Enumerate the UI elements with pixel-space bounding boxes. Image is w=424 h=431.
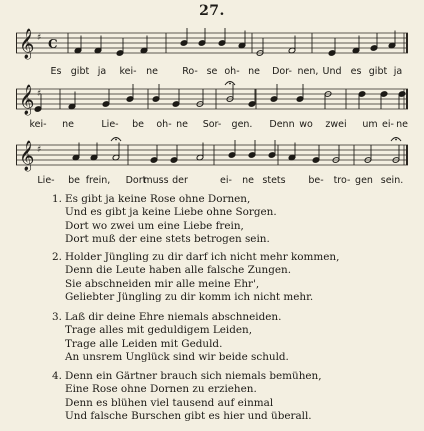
lyric-syllable: muss (143, 175, 169, 186)
lyric-syllable: Und (322, 66, 342, 77)
time-signature-icon: C (48, 37, 58, 51)
lyric-syllable: gen. (231, 119, 253, 130)
fermata-dot (229, 83, 231, 85)
verse-line: Denn die Leute haben alle falsche Zungen. (65, 264, 291, 277)
lyric-syllable: ei- (220, 175, 232, 186)
fermata-dot (395, 139, 397, 141)
treble-clef-icon: 𝄞 (19, 29, 35, 59)
verse-line: Geliebter Jüngling zu dir komm ich nicht mehr. (65, 290, 314, 303)
verse-line: Dort wo zwei um eine Liebe frein, (65, 219, 244, 232)
lyrics-row-1 (16, 66, 408, 80)
verse-line: An unsrem Unglück sind wir beide schuld. (65, 350, 289, 363)
sharp-icon: ♯ (37, 33, 42, 43)
lyric-syllable: be- (308, 175, 324, 186)
lyric-syllable: Lie- (101, 119, 119, 130)
music-staff-2 (16, 81, 408, 119)
lyric-syllable: es (350, 66, 362, 77)
verse-line: Holder Jüngling zu dir darf ich nicht mehr kommen, (65, 251, 340, 263)
lyric-syllable: ne (62, 119, 74, 130)
lyric-syllable: se (206, 66, 218, 77)
fermata-dot (115, 139, 117, 141)
lyric-syllable: ei- (382, 119, 394, 130)
lyric-syllable: um (362, 119, 378, 130)
lyric-syllable: ne (176, 119, 188, 130)
lyric-syllable: be (68, 175, 80, 186)
lyric-syllable: ja (393, 66, 403, 77)
verse-line: Und falsche Burschen gibt es hier und überall. (65, 409, 312, 422)
music-staff-1 (16, 25, 408, 63)
verse-number: 3. (52, 311, 62, 323)
lyric-syllable: der (172, 175, 188, 186)
lyric-syllable: wo (299, 119, 313, 130)
lyric-syllable: stets (262, 175, 286, 186)
lyric-syllable: tro- (333, 175, 351, 186)
lyric-syllable: gibt (70, 66, 90, 77)
lyric-syllable: sein. (380, 175, 404, 186)
lyric-syllable: oh- (156, 119, 172, 130)
lyric-syllable: Dor- (272, 66, 292, 77)
verse-line: Denn es blühen viel tausend auf einmal (65, 396, 274, 409)
verse-number: 4. (52, 370, 62, 382)
music-staff-3 (16, 137, 408, 175)
lyric-syllable: Sor- (202, 119, 222, 130)
sharp-icon: ♯ (37, 89, 42, 99)
lyric-syllable: frein, (85, 175, 111, 186)
lyric-syllable: gen (355, 175, 373, 186)
lyric-syllable: gibt (368, 66, 388, 77)
verse-line: Trage alle Leiden mit Geduld. (65, 337, 223, 350)
lyrics-row-2 (16, 119, 408, 133)
verse-number: 2. (52, 251, 62, 263)
lyric-syllable: Es (50, 66, 62, 77)
treble-clef-icon: 𝄞 (19, 85, 35, 115)
lyric-syllable: Denn (269, 119, 295, 130)
verse-line: Eine Rose ohne Dornen zu erziehen. (65, 383, 257, 396)
lyric-syllable: Lie- (37, 175, 55, 186)
lyric-syllable: ne (248, 66, 260, 77)
verse-line: Denn ein Gärtner brauch sich niemals bemühen, (65, 370, 322, 382)
lyric-syllable: oh- (224, 66, 240, 77)
verse-line: Laß dir deine Ehre niemals abschneiden. (65, 311, 282, 323)
verse-line: Es gibt ja keine Rose ohne Dornen, (65, 193, 251, 205)
treble-clef-icon: 𝄞 (19, 141, 35, 171)
verse-line: Trage alles mit geduldigem Leiden, (65, 324, 253, 337)
lyric-syllable: kei- (119, 66, 137, 77)
lyric-syllable: nen, (297, 66, 319, 77)
lyric-syllable: Ro- (182, 66, 198, 77)
verse-line: Und es gibt ja keine Liebe ohne Sorgen. (65, 206, 277, 219)
sharp-icon: ♯ (37, 145, 42, 155)
lyric-syllable: zwei (325, 119, 347, 130)
lyrics-row-3 (16, 175, 408, 189)
lyric-syllable: ja (97, 66, 107, 77)
verse-number: 1. (52, 193, 62, 205)
verse-line: Dort muß der eine stets betrogen sein. (65, 232, 270, 245)
verse-line: Sie abschneiden mir alle meine Ehr', (65, 277, 260, 290)
lyric-syllable: ne (396, 119, 408, 130)
lyric-syllable: ne (242, 175, 254, 186)
lyric-syllable: be (132, 119, 144, 130)
lyric-syllable: ne (146, 66, 158, 77)
lyric-syllable: kei- (29, 119, 47, 130)
song-number: 27. (199, 3, 225, 19)
lyric-syllable: Dort (125, 175, 147, 186)
